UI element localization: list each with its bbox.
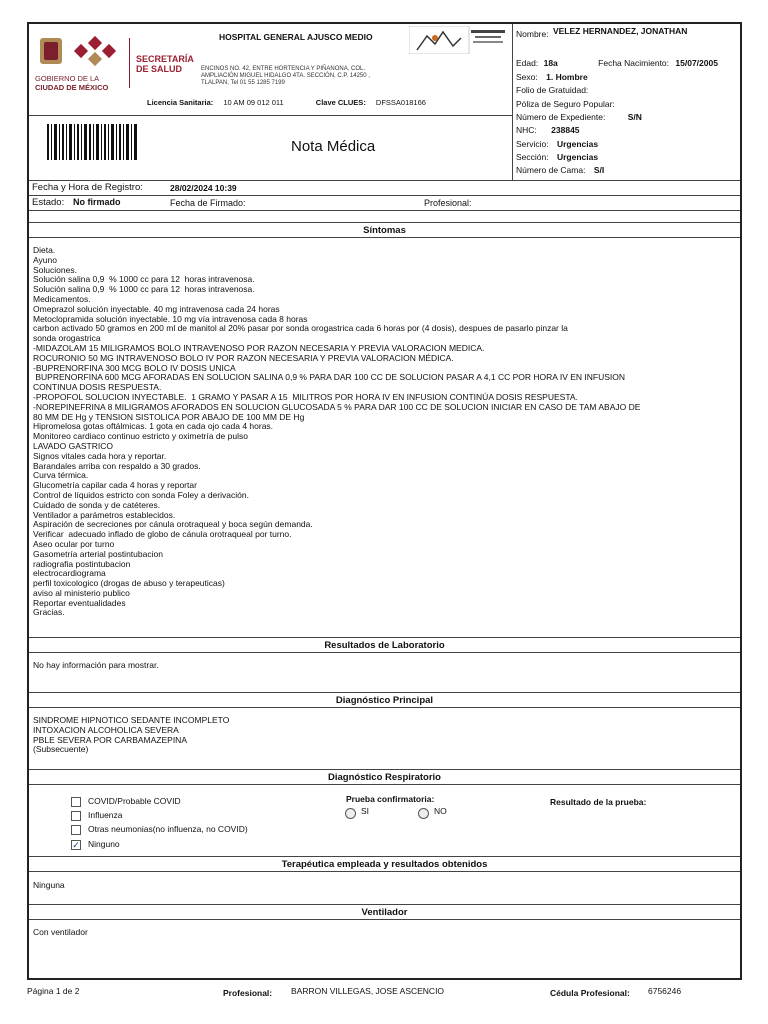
no-label: NO [434, 806, 447, 816]
registro-date-label: Fecha y Hora de Registro: [32, 182, 143, 193]
resultado-label: Resultado de la prueba: [550, 797, 647, 807]
otras-neumonias-checkbox[interactable] [71, 825, 81, 835]
clues-value: DFSSA018166 [375, 98, 426, 107]
document-title: Nota Médica [291, 138, 376, 155]
ventilador-text: Con ventilador [33, 927, 88, 937]
radio-no[interactable] [418, 808, 447, 819]
laboratorio-title: Resultados de Laboratorio [29, 637, 740, 653]
si-radio[interactable] [345, 808, 356, 819]
cama-value: S/I [593, 165, 605, 175]
si-label: SI [361, 806, 370, 816]
sintomas-title: Síntomas [29, 222, 740, 238]
patient-name-row [516, 26, 688, 39]
hospital-emblem-icon [409, 26, 509, 54]
patient-info-panel [513, 24, 742, 180]
laboratorio-text: No hay información para mostrar. [33, 660, 159, 670]
estado-value: No firmado [73, 197, 121, 207]
seccion-value: Urgencias [556, 152, 599, 162]
secretaria-line1: SECRETARÍA [136, 54, 194, 64]
secretaria-label [136, 54, 194, 74]
nhc-value: 238845 [551, 125, 580, 135]
otras-neumonias-label: Otras neumonias(no influenza, no COVID) [88, 824, 248, 834]
footer-profesional-label: Profesional: [223, 988, 273, 998]
spacer-row [29, 210, 740, 220]
hospital-address: ENCINOS NO. 42, ENTRE HORTENCIA Y PIÑANONA, COL. AMPLIACIÓN MIGUEL HIDALGO 4TA. SECCIÓN, C.P. 14250 , TLALPAN, Tel 01 55 1285 7199 [201, 66, 370, 86]
ventilador-title: Ventilador [29, 904, 740, 920]
servicio-label: Servicio: [516, 139, 549, 149]
barcode-title-box [29, 116, 513, 180]
ninguno-label: Ninguno [88, 839, 120, 849]
nhc-label: NHC: [516, 125, 537, 135]
patient-age: 18a [543, 58, 558, 68]
respiratorio-title: Diagnóstico Respiratorio [29, 769, 740, 785]
influenza-checkbox[interactable] [71, 811, 81, 821]
page-number: Página 1 de 2 [27, 986, 80, 996]
estado-label: Estado: [32, 197, 65, 208]
radio-si[interactable] [345, 808, 369, 819]
medical-note-form [27, 22, 742, 980]
license-label: Licencia Sanitaria: [147, 98, 214, 107]
option-otras-neumonias[interactable] [71, 824, 248, 835]
no-radio[interactable] [418, 808, 429, 819]
diagnostico-title: Diagnóstico Principal [29, 692, 740, 708]
prueba-label: Prueba confirmatoria: [346, 794, 435, 804]
license-value: 10 AM 09 012 011 [223, 98, 284, 107]
patient-sex: 1. Hombre [546, 72, 588, 82]
seccion-row [516, 152, 598, 162]
cedula-value: 6756246 [648, 986, 682, 996]
registro-row [29, 180, 740, 195]
hospital-header [29, 24, 513, 116]
barcode-icon [47, 124, 137, 160]
option-covid[interactable] [71, 796, 181, 807]
folio-label: Folio de Gratuidad: [516, 85, 589, 95]
patient-age-row [516, 58, 718, 68]
option-ninguno[interactable] [71, 839, 120, 850]
covid-label: COVID/Probable COVID [88, 796, 181, 806]
estado-row [29, 195, 740, 210]
servicio-value: Urgencias [556, 139, 599, 149]
cama-row [516, 165, 604, 175]
expediente-value: S/N [627, 112, 642, 122]
cama-label: Número de Cama: [516, 165, 586, 175]
terapeutica-title: Terapéutica empleada y resultados obtenidos [29, 856, 740, 872]
patient-sex-row [516, 72, 588, 82]
government-name-line1: GOBIERNO DE LA [35, 74, 100, 83]
registro-date: 28/02/2024 10:39 [170, 183, 237, 193]
birth-date: 15/07/2005 [675, 58, 718, 68]
patient-name: VELEZ HERNANDEZ, JONATHAN [552, 26, 688, 36]
expediente-label: Número de Expediente: [516, 112, 606, 122]
secretaria-line2: DE SALUD [136, 64, 183, 74]
government-name-line2: CIUDAD DE MÉXICO [35, 83, 109, 92]
folio-row [516, 85, 588, 95]
seccion-label: Sección: [516, 152, 549, 162]
poliza-label: Póliza de Seguro Popular: [516, 99, 615, 109]
nhc-row [516, 125, 580, 135]
cedula-label: Cédula Profesional: [550, 988, 630, 998]
patient-age-label: Edad: [516, 58, 539, 68]
option-influenza[interactable] [71, 810, 123, 821]
firmado-label: Fecha de Firmado: [170, 198, 246, 208]
footer-profesional-name: BARRON VILLEGAS, JOSE ASCENCIO [291, 986, 445, 996]
sintomas-text: Dieta. Ayuno Soluciones. Solución salina 0,9 % 1000 cc para 12 horas intravenosa. Solución salina 0,9 % 1000 cc para 12 horas intravenosa. Medicamentos. Omeprazol solución inyectable. 40 mg intravenosa cada 24 horas Metoclopramida solución inyectable. 10 mg vía intravenosa cada 8 horas carbon activado 50 gramos en 200 ml de manitol al 20% pasar por sonda orogastrica cada 6 horas por (4 dosis), despues de pasarlo pinzar la sonda orogastrica -MIDAZOLAM 15 MILIGRAMOS BOLO INTRAVENOSO POR RAZON NECESARIA Y PREVIA VALORACION MEDICA. ROCURONIO 50 MG INTRAVENOSO BOLO IV POR RAZON NECESARIA Y PREVIA VALORACION MÉDICA. -BUPRENORFINA 300 MCG BOLO IV DOSIS UNICA BUPRENORFINA 600 MCG AFORADAS EN SOLUCION SALINA 0,9 % PARA DAR 100 CC DE SOLUCION PASAR A 4,1 CC POR HORA IV EN INFUSION CONTINUA DOSIS RESPUESTA. -PROPOFOL SOLUCION INYECTABLE. 1 GRAMO Y PASAR A 15 MILITROS POR HORA IV EN INFUSION CONTINÚA DOSIS RESPUESTA. -NOREPINEFRINA 8 MILIGRAMOS AFORADOS EN SOLUCION GLUCOSADA 5 % PARA DAR 100 CC DE SOLUCION INICIAR EN CASO DE TAM ABAJO DE 80 MM DE Hg y TENSION SISTOLICA POR ABAJO DE 100 MM DE Hg Hipromelosa gotas oftálmicas. 1 gota en cada ojo cada 4 horas. Monitoreo cardiaco continuo estricto y oximetría de pulso LAVADO GASTRICO Signos vitales cada hora y reportar. Barandales arriba con respaldo a 30 grados. Curva térmica. Glucometría capilar cada 4 horas y reportar Control de líquidos estricto con sonda Foley a derivación. Cuidado de sonda y de catéteres. Ventilador a parámetros establecidos. Aspiración de secreciones por cánula orotraqueal y boca según demanda. Verificar adecuado inflado de globo de cánula orotraqueal por turno. Aseo ocular por turno Gasometría arterial postintubacion radiografia postintubacion electrocardiograma perfil toxicologico (drogas de abuso y terapeuticas) aviso al ministerio publico Reportar eventualidades Gracias. [33, 245, 641, 618]
expediente-row [516, 112, 642, 122]
poliza-row [516, 99, 615, 109]
covid-checkbox[interactable] [71, 797, 81, 807]
terapeutica-text: Ninguna [33, 880, 65, 890]
patient-name-label: Nombre: [516, 29, 549, 39]
clues-label: Clave CLUES: [315, 98, 366, 107]
ninguno-checkbox-checked-icon[interactable]: ✓ [72, 839, 80, 850]
license-row [147, 98, 456, 107]
logo-divider [129, 38, 130, 88]
hospital-name: HOSPITAL GENERAL AJUSCO MEDIO [219, 32, 373, 42]
diagnostico-text: SINDROME HIPNOTICO SEDANTE INCOMPLETO INTOXACION ALCOHOLICA SEVERA PBLE SEVERA POR CARBAMAZEPINA (Subsecuente) [33, 715, 230, 755]
influenza-label: Influenza [88, 810, 123, 820]
servicio-row [516, 139, 598, 149]
registro-profesional-label: Profesional: [424, 198, 472, 208]
patient-sex-label: Sexo: [516, 72, 538, 82]
birth-date-label: Fecha Nacimiento: [598, 58, 670, 68]
